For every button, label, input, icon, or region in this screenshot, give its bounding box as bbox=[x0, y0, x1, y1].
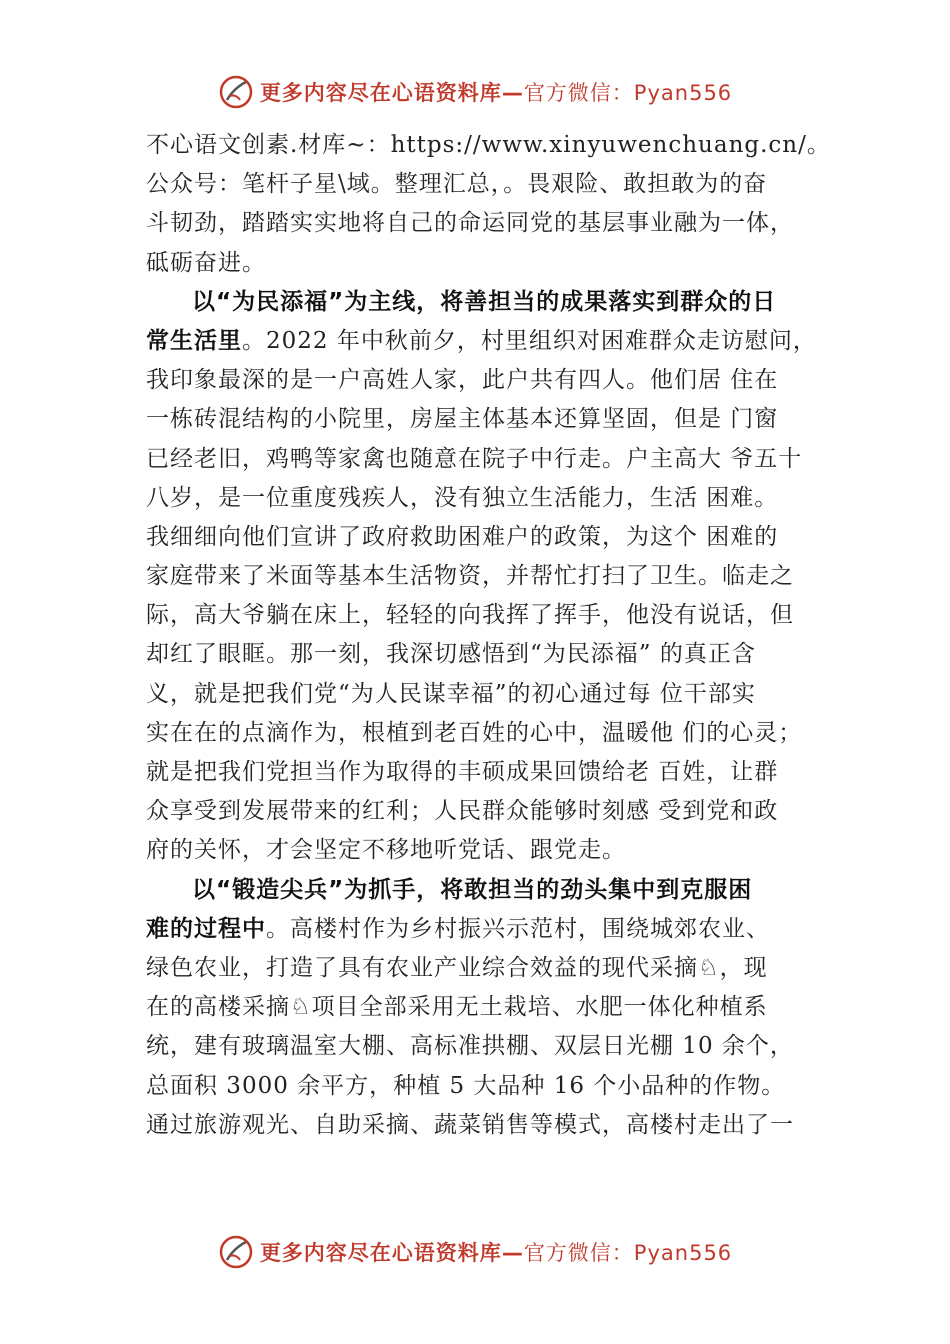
body-text: 砥砺奋进。 bbox=[146, 249, 266, 276]
header-banner bbox=[0, 70, 950, 114]
text-line bbox=[146, 440, 836, 479]
text-line bbox=[146, 283, 836, 322]
body-text: 众享受到发展带来的红利；人民群众能够时刻感 受到党和政 bbox=[146, 798, 779, 825]
heading-text: 以“锻造尖兵”为抓手，将敢担当的劲头集中到克服困 bbox=[192, 876, 753, 903]
body-text: 公众号：笔杆子星\域。整理汇总，。畏艰险、敢担敢为的奋 bbox=[146, 171, 768, 198]
body-text: 实在在的点滴作为，根植到老百姓的心中，温暖他 们的心灵； bbox=[146, 719, 803, 746]
document-body bbox=[146, 126, 836, 1145]
text-line bbox=[146, 753, 836, 792]
body-text: 斗韧劲，踏踏实实地将自己的命运同党的基层事业融为一体， bbox=[146, 210, 794, 237]
text-line bbox=[146, 596, 836, 635]
body-text: 义，就是把我们党“为人民谋幸福”的初心通过每 位干部实 bbox=[146, 680, 756, 707]
text-line bbox=[146, 1067, 836, 1106]
body-text: 一栋砖混结构的小院里，房屋主体基本还算坚固，但是 门窗 bbox=[146, 406, 779, 433]
text-line bbox=[146, 400, 836, 439]
text-line bbox=[146, 518, 836, 557]
text-line bbox=[146, 244, 836, 283]
body-text: 在的高楼采摘♘项目全部采用无土栽培、水肥一体化种植系 bbox=[146, 994, 768, 1021]
body-text: 府的关怀，才会坚定不移地听党话、跟党走。 bbox=[146, 837, 626, 864]
heading-text: 以“为民添福”为主线，将善担当的成果落实到群众的日 bbox=[192, 288, 777, 315]
text-line bbox=[146, 675, 836, 714]
text-line bbox=[146, 204, 836, 243]
body-text: 却红了眼眶。那一刻，我深切感悟到“为民添福” 的真正含 bbox=[146, 641, 756, 668]
brush-logo-icon bbox=[218, 1234, 254, 1270]
body-text: 统，建有玻璃温室大棚、高标准拱棚、双层日光棚 10 余个， bbox=[146, 1033, 794, 1060]
text-line bbox=[146, 126, 836, 165]
body-text: 。高楼村作为乡村振兴示范村，围绕城郊农业、 bbox=[266, 915, 770, 942]
body-text: 就是把我们党担当作为取得的丰硕成果回馈给老 百姓，让群 bbox=[146, 759, 779, 785]
text-line bbox=[146, 831, 836, 870]
text-line bbox=[146, 557, 836, 596]
body-text: 我细细向他们宣讲了政府救助困难户的政策，为这个 困难的 bbox=[146, 523, 779, 550]
body-text: 通过旅游观光、自助采摘、蔬菜销售等模式，高楼村走出了一 bbox=[146, 1111, 794, 1138]
banner-text: 更多内容尽在心语资料库—官方微信：Pyan556 bbox=[259, 1241, 733, 1265]
body-text: 家庭带来了米面等基本生活物资，并帮忙打扫了卫生。临走之 bbox=[146, 563, 794, 590]
text-line bbox=[146, 361, 836, 400]
text-line bbox=[146, 792, 836, 831]
heading-text: 常生活里 bbox=[146, 327, 242, 354]
text-line bbox=[146, 1106, 836, 1145]
body-text: 不心语文创素.材库~：https://www.xinyuwenchuang.cn/。 bbox=[146, 132, 831, 158]
body-text: 已经老旧，鸡鸭等家禽也随意在院子中行走。户主高大 爷五十 bbox=[146, 445, 803, 472]
text-line bbox=[146, 871, 836, 910]
body-text: 际，高大爷躺在床上，轻轻的向我挥了挥手，他没有说话，但 bbox=[146, 602, 794, 629]
text-line bbox=[146, 910, 836, 949]
text-line bbox=[146, 322, 836, 361]
text-line bbox=[146, 635, 836, 674]
banner-text: 更多内容尽在心语资料库—官方微信：Pyan556 bbox=[259, 81, 733, 105]
text-line bbox=[146, 988, 836, 1027]
body-text: 八岁，是一位重度残疾人，没有独立生活能力，生活 困难。 bbox=[146, 484, 779, 511]
brush-logo-icon bbox=[218, 74, 254, 110]
body-text: 我印象最深的是一户高姓人家，此户共有四人。他们居 住在 bbox=[146, 367, 779, 394]
text-line bbox=[146, 714, 836, 753]
heading-text: 难的过程中 bbox=[146, 915, 266, 942]
body-text: 。2022 年中秋前夕，村里组织对困难群众走访慰问， bbox=[242, 327, 817, 354]
text-line bbox=[146, 479, 836, 518]
body-text: 总面积 3000 余平方，种植 5 大品种 16 个小品种的作物。 bbox=[146, 1072, 786, 1099]
text-line bbox=[146, 949, 836, 988]
body-text: 绿色农业，打造了具有农业产业综合效益的现代采摘♘，现 bbox=[146, 954, 768, 981]
footer-banner bbox=[0, 1230, 950, 1274]
text-line bbox=[146, 165, 836, 204]
text-line bbox=[146, 1027, 836, 1066]
